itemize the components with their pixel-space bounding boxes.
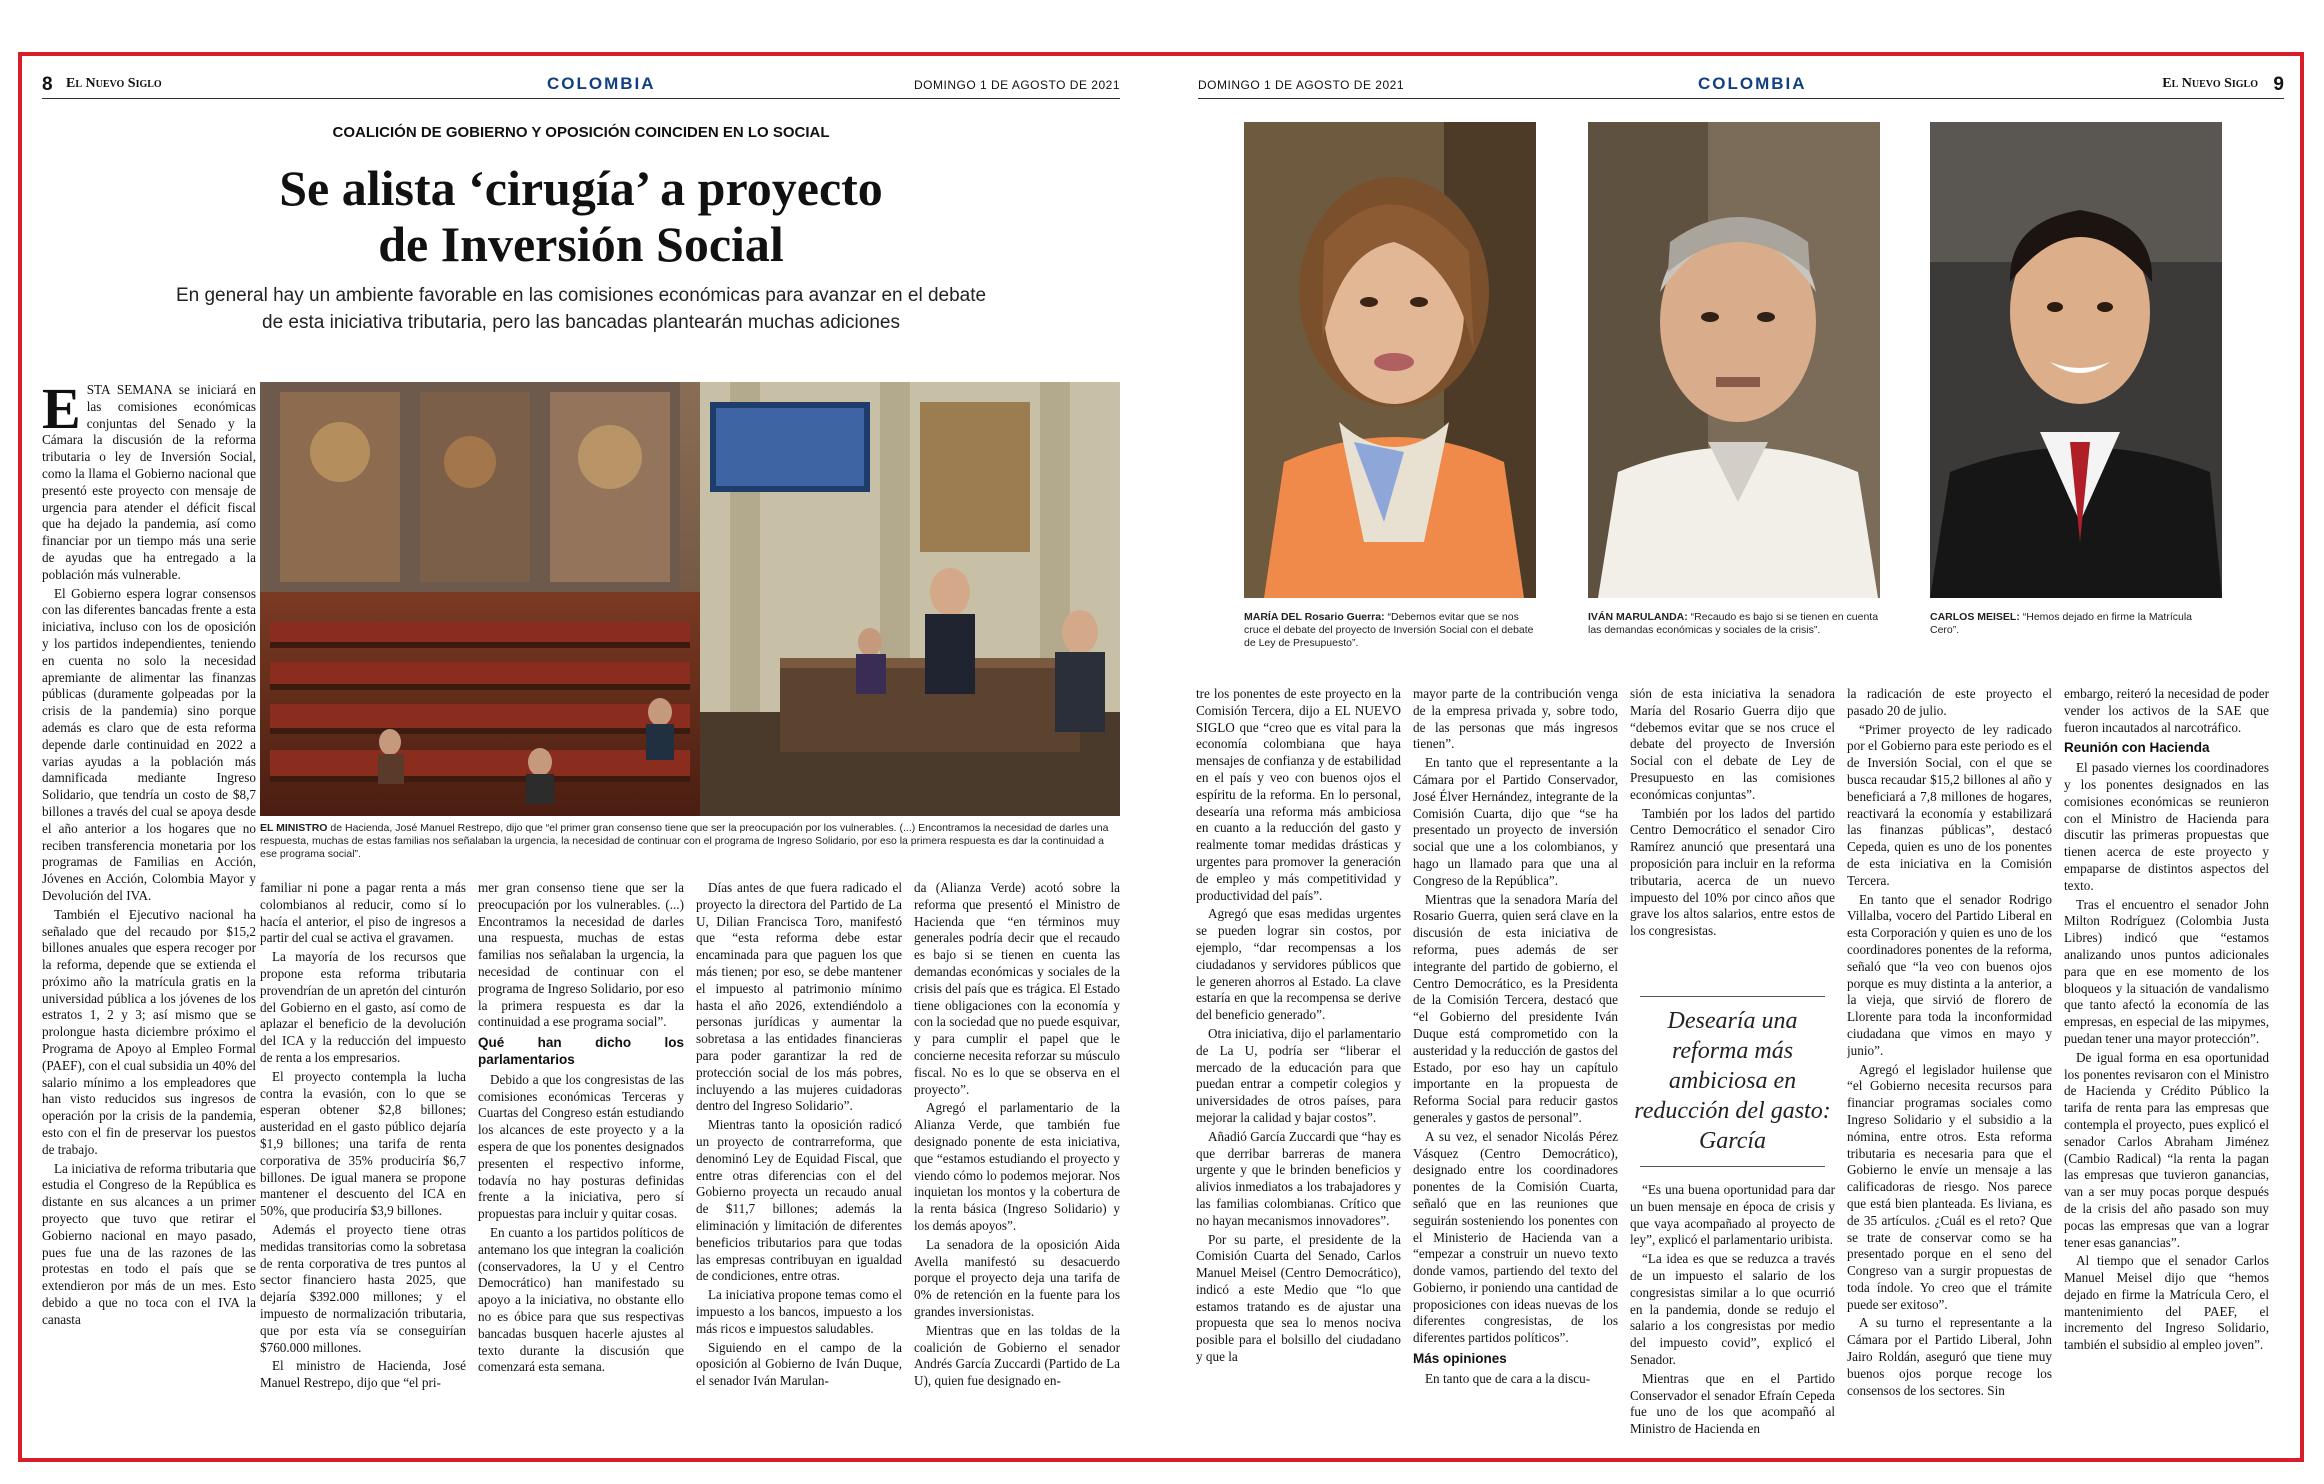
paragraph: Añadió García Zuccardi que “hay es que derribar barreras de manera urgente y que le brinden beneficios y alivios inmediatos a los trabajadores y las familias colombianas. Crítico que no hayan mecanismos innovadores”. <box>1196 1128 1401 1228</box>
paragraph: sión de esta iniciativa la senadora María del Rosario Guerra dijo que “debemos evitar que se nos cruce el debate del proyecto de Inversión Social con el debate de Ley de Presupuesto en las comisiones económicas conjuntas”. <box>1630 686 1835 802</box>
caption-name: MARÍA DEL Rosario Guerra: <box>1244 611 1385 623</box>
paragraph: En tanto que el representante a la Cámara por el Partido Conservador, José Élver Hernández, integrante de la Comisión Cuarta, dijo que “se ha presentado un proyecto de inversión social que une a los colombianos, y hago un llamado para que una al Congreso de la República”. <box>1413 755 1618 888</box>
issue-date: DOMINGO 1 DE AGOSTO DE 2021 <box>913 78 1120 92</box>
deck-line: de esta iniciativa tributaria, pero las bancadas plantearán muchas adiciones <box>262 312 900 333</box>
caption-quote: “Recaudo es bajo si se tienen en cuenta las demandas económicas y sociales de la crisis”. <box>1588 611 1879 636</box>
headline-line: de Inversión Social <box>378 216 784 272</box>
portrait-caption-meisel <box>1930 611 2222 637</box>
paragraph: Mientras que la senadora María del Rosario Guerra, quien será clave en la discusión de esta iniciativa de reforma, pues además de ser integrante del partido de gobierno, el Centro Democrático, es la Presidenta de la Comisión Tercera, destacó que “el Gobierno del presidente Iván Duque está comprometido con la austeridad y la reducción de gastos del Estado, por eso hay un capítulo importante en la propuesta de Reforma Social para reducir gastos generales y gastos de personal”. <box>1413 891 1618 1125</box>
paragraph: mer gran consenso tiene que ser la preocupación por los vulnerables. (...) Encontramos la necesidad de darles una respuesta, muchas de estas familias nos señalaban la urgencia, la necesidad de continuar con el programa de Ingreso Solidario, por eso la primera respuesta es dar la continuidad a ese programa social”. <box>478 880 684 1030</box>
paragraph: El pasado viernes los coordinadores y los ponentes designados en las comisiones económicas se reunieron con el Ministro de Hacienda para discutir las primeras propuestas que tienen acerca de este proyecto y empaparse de distintos aspectos del texto. <box>2064 760 2269 893</box>
paragraph: Debido a que los congresistas de las comisiones económicas Terceras y Cuartas del Congreso están estudiando los alcances de este proyecto y a la espera de que los ponentes designados presenten el respectivo informe, todavía no hay posturas definidas frente a la iniciativa, pero sí propuestas para incluir y quitar cosas. <box>478 1071 684 1222</box>
portrait-caption-guerra <box>1244 611 1536 650</box>
paragraph: Además el proyecto tiene otras medidas transitorias como la sobretasa de renta corporativa de tres puntos al sector financiero hasta 2025, que dejaría $392.000 millones; y el impuesto de normalización tributaria, que por esta vía se conseguirían $760.000 millones. <box>260 1221 466 1355</box>
paragraph: El Gobierno espera lograr consensos con las diferentes bancadas frente a esta iniciativa, incluso con los de oposición y los partidos independientes, teniendo en cuenta no solo la necesidad apremiante de alimentar las finanzas públicas (duramente golpeadas por la crisis de la pandemia) sino porque además es claro que de esta reforma depende darle continuidad en 2022 a varias ayudas a la población más damnificada mediante Ingreso Solidario, que tendría un costo de $8,7 billones a través del cual se apoya desde el año anterior a los hogares que no reciben transferencia monetaria por los programas de Familias en Acción, Jóvenes en Acción, Colombia Mayor y Devolución del IVA. <box>42 585 256 903</box>
paragraph: Agregó el legislador huilense que “el Gobierno necesita recursos para financiar programas sociales como Ingreso Solidario y el subsidio a la nómina, entre otros. Esta reforma tributaria es necesaria para que el Gobierno le envíe un mensaje a las calificadoras de riesgo. Nos parece que está bien planteada. Es liviana, es de 35 artículos. ¿Cuál es el reto? Que se trate de conservar como se ha presentado porque en el seno del Congreso van a surgir propuestas de toda índole. Yo creo que el trámite puede ser exitoso”. <box>1847 1061 2052 1312</box>
article-column-1 <box>42 382 256 1454</box>
subheading: Más opiniones <box>1413 1351 1507 1367</box>
paragraph: Otra iniciativa, dijo el parlamentario de La U, podría ser “liberar el mercado de la educación para que puedan entrar a competir colegios y universidades de otros países, para mejorar la calidad y bajar costos”. <box>1196 1025 1401 1125</box>
pullquote: Desearía una reforma más ambiciosa en reducción del gasto: García <box>1634 1008 1831 1154</box>
portrait-illustration <box>1930 122 2222 598</box>
section-name: COLOMBIA <box>547 74 656 93</box>
drop-cap: E <box>42 382 81 441</box>
paragraph: STA SEMANA se iniciará en las comisiones económicas conjuntas del Senado y la Cámara la discusión de la reforma tributaria o ley de Inversión Social, como la llama el Gobierno nacional que presentó este proyecto con mensaje de urgencia para atender el déficit fiscal que ha dejado la pandemia, así como financiar por un tiempo más una serie de ayudas que ha entregado a la población más vulnerable. <box>42 382 256 582</box>
paragraph: También el Ejecutivo nacional ha señalado que del recaudo por $15,2 billones anuales que espera recoger por la reforma, depende que se extienda el próximo año la matrícula gratis en la universidad pública a los jóvenes de los estratos 1, 2 y 3; así mismo que se prolongue hasta diciembre próximo el Programa de Apoyo al Empleo Formal (PAEF), con el cual subsidia un 40% del salario mínimo a los empleadores que han visto reducidos sus ingresos de operación por la crisis de la pandemia, esto con el fin de preservar los puestos de trabajo. <box>42 906 256 1157</box>
paragraph: El ministro de Hacienda, José Manuel Restrepo, dijo que “el pri- <box>260 1358 466 1391</box>
paragraph: “La idea es que se reduzca a través de un impuesto el salario de los congresistas similar a lo que ocurrió en la pandemia, donde se redujo el salario a los congresistas por medio del impuesto covid”, explicó el Senador. <box>1630 1251 1835 1367</box>
article-column-8-bottom <box>1630 1182 1835 1454</box>
paragraph: La iniciativa propone temas como el impuesto a los bancos, impuesto a los más ricos e impuestos saludables. <box>696 1287 902 1336</box>
caption-quote: “Debemos evitar que se nos cruce el debate del proyecto de Inversión Social con el debate de Ley de Presupuesto”. <box>1244 611 1534 649</box>
publication-name: El Nuevo Siglo <box>66 76 162 91</box>
article-column-10 <box>2064 686 2269 1454</box>
paragraph: “Primer proyecto de ley radicado por el Gobierno para este periodo es el de Inversión Social, con el que se busca recaudar $15,2 billones al año y beneficiará a 7,8 millones de hogares, reactivará la economía y estabilizará las finanzas públicas”, destacó Cepeda, quien es uno de los ponentes de esta iniciativa en la Comisión Tercera. <box>1847 721 2052 888</box>
headline <box>22 160 1140 272</box>
caption-lead: EL MINISTRO <box>260 822 328 834</box>
paragraph: Al tiempo que el senador Carlos Manuel Meisel dijo que “hemos dejado en firme la Matrícula Cero, el mantenimiento del PAEF, el incremento del Ingreso Solidario, también el subsidio al empleo joven”. <box>2064 1253 2269 1353</box>
paragraph: Mientras que en el Partido Conservador el senador Efraín Cepeda fue uno de los que acompañó al Ministro de Hacienda en <box>1630 1370 1835 1437</box>
caption-quote: “Hemos dejado en firme la Matrícula Cero”. <box>1930 611 2193 636</box>
paragraph: En tanto que de cara a la discu- <box>1425 1370 1591 1386</box>
article-column-7 <box>1413 686 1618 1454</box>
paragraph: “Es una buena oportunidad para dar un buen mensaje en época de crisis y que vaya acompañado al proyecto de ley”, explicó el parlamentario uribista. <box>1630 1182 1835 1248</box>
paragraph: Días antes de que fuera radicado el proyecto la directora del Partido de La U, Dilian Francisca Toro, manifestó que “esta reforma debe estar encaminada para que paguen los que más tienen; por eso, se debe mantener el impuesto al patrimonio mínimo hasta el año 2026, extendiéndolo a personas jurídicas y aumentar la sobretasa a las entidades financieras para poder garantizar la red de protección social de los más pobres, incluyendo a las mujeres cuidadoras dentro del Ingreso Solidario”. <box>696 880 902 1114</box>
page-9 <box>1178 56 2304 1462</box>
subheading: Reunión con Hacienda <box>2064 740 2210 756</box>
portrait-maria-del-rosario-guerra <box>1244 122 1536 598</box>
publication-name: El Nuevo Siglo <box>2162 76 2258 91</box>
kicker: COALICIÓN DE GOBIERNO Y OPOSICIÓN COINCIDEN EN LO SOCIAL <box>332 124 830 141</box>
headline-line: Se alista ‘cirugía’ a proyecto <box>279 160 883 216</box>
portrait-caption-marulanda <box>1588 611 1880 637</box>
article-column-3 <box>478 880 684 1454</box>
paragraph: La senadora de la oposición Aida Avella manifestó su desacuerdo porque el proyecto deja una tarifa de 0% de retención en la fuente para los grandes inversionistas. <box>914 1236 1120 1319</box>
deck-line: En general hay un ambiente favorable en las comisiones económicas para avanzar en el debate <box>175 285 987 306</box>
page-header <box>42 76 1120 99</box>
paragraph: embargo, reiteró la necesidad de poder vender los activos de la SAE que fueron incautados al narcotráfico. <box>2064 686 2269 735</box>
paragraph: Mientras tanto la oposición radicó un proyecto de contrarreforma, que denominó Ley de Equidad Fiscal, que entre otras diferencias con el del Gobierno proyecta un recaudo anual de $11,7 billones; además la eliminación y limitación de diferentes beneficios tributarios para que todas las empresas contribuyan en igualdad de condiciones, entre otras. <box>696 1117 902 1284</box>
paragraph: Siguiendo en el campo de la oposición al Gobierno de Iván Duque, el senador Iván Marulan- <box>696 1339 902 1389</box>
paragraph: Tras el encuentro el senador John Milton Rodríguez (Colombia Justa Libres) indicó que “estamos analizando unos puntos adicionales para que en ese momento de los bloqueos y la situación de vandalismo que tanto afectó la economía de las empresas, en especial de las mipymes, puedan tener una mayor protección”. <box>2064 896 2269 1046</box>
photo-caption <box>260 822 1120 861</box>
portrait-illustration <box>1588 122 1880 598</box>
article-column-6 <box>1196 686 1401 1454</box>
paragraph: De igual forma en esa oportunidad los ponentes revisaron con el Ministro de Hacienda y Crédito Público la tarifa de renta para las empresas que contempla el proyecto, pues explicó el senador Carlos Abraham Jiménez (Cambio Radical) “la renta la pagan las empresas que tuvieron ganancias, van a ser muy pocas porque después de la crisis del año pasado son muy pocas las empresas que van a lograr tener esas ganancias”. <box>2064 1049 2269 1250</box>
paragraph: La iniciativa de reforma tributaria que estudia el Congreso de la República es distante en sus alcances a un primer proyecto que tuvo que retirar el Gobierno nacional en mayo pasado, pues fue una de las razones de las protestas en todo el país que se extendieron por más de un mes. Esto debido a que no toca con el IVA la canasta <box>42 1160 256 1327</box>
article-column-2 <box>260 880 466 1454</box>
paragraph: A su vez, el senador Nicolás Pérez Vásquez (Centro Democrático), designado entre los coordinadores ponentes de la Comisión Cuarta, señaló que en las reuniones que seguirán sosteniendo los ponentes con el Ministerio de Hacienda van a “empezar a construir un nuevo texto donde vamos, partiendo del texto del Gobierno, ir poniendo una cantidad de proposiciones con ideas nuevas de los diferentes congresistas, de los diferentes partidos políticos”. <box>1413 1128 1618 1346</box>
portrait-ivan-marulanda <box>1588 122 1880 598</box>
congress-session-photo <box>260 382 1120 816</box>
page-number: 9 <box>2273 74 2284 95</box>
paragraph: mayor parte de la contribución venga de la empresa privada y, sobre todo, de las personas que más ingresos tienen”. <box>1413 686 1618 752</box>
portrait-illustration <box>1244 122 1536 598</box>
paragraph: En cuanto a los partidos políticos de antemano los que integran la coalición (conservadores, la U y el Centro Democrático) han manifestado su apoyo a la iniciativa, no obstante ello no es óbice para que sus respectivas bancadas busquen hacerle ajustes al texto durante la discusión que comenzará esta semana. <box>478 1224 684 1375</box>
paragraph: familiar ni pone a pagar renta a más colombianos al reducir, como sí lo hacía el anterior, el piso de ingresos a partir del cual se activa el gravamen. <box>260 880 466 946</box>
paragraph: Por su parte, el presidente de la Comisión Cuarta del Senado, Carlos Manuel Meisel (Centro Democrático), indicó a este Medio que “lo que estamos tratando es de ajustar una propuesta que sea lo menos nociva posible para el bolsillo del ciudadano y que la <box>1196 1231 1401 1365</box>
photo-illustration <box>260 382 1120 816</box>
subheading: Qué han dicho los parlamentarios <box>478 1035 684 1067</box>
paragraph: tre los ponentes de este proyecto en la Comisión Tercera, dijo a EL NUEVO SIGLO que “creo que es vital para la economía colombiana que haya mensajes de confianza y de estabilidad en el país y veo con buenos ojos el espíritu de la reforma. En lo personal, desearía una reforma más ambiciosa en cuanto a la reducción del gasto y realmente tomar medidas drásticas y urgentes para promover la generación de empleo y más competitividad y productividad del país”. <box>1196 686 1401 903</box>
paragraph: También por los lados del partido Centro Democrático el senador Ciro Ramírez anunció que presentará una proposición para incluir en la reforma tributaria, acerca de un nuevo impuesto del 10% por cinco años que grave los altos salarios, entre estos de los congresistas. <box>1630 805 1835 939</box>
paragraph: El proyecto contempla la lucha contra la evasión, con lo que se esperan obtener $2,8 billones; austeridad en el gasto público dejaría $1,9 billones; una tarifa de renta corporativa de 35% produciría $6,7 billones. De igual manera se propone mantener el descuento del ICA en 50%, que produciría $3,9 billones. <box>260 1068 466 1219</box>
article-column-9 <box>1847 686 2052 1454</box>
page-header <box>1198 76 2284 99</box>
portrait-carlos-meisel <box>1930 122 2222 598</box>
page-number: 8 <box>42 74 53 95</box>
paragraph: la radicación de este proyecto el pasado 20 de julio. <box>1847 686 2052 718</box>
paragraph: En tanto que el senador Rodrigo Villalba, vocero del Partido Liberal en esta Corporación y quien es uno de los coordinadores ponentes de la reforma, señaló que “la veo con buenos ojos porque es muy distinta a la anterior, a la vieja, que sirvió de florero de Llorente para toda la inconformidad ciudadana que vimos en mayo y junio”. <box>1847 891 2052 1058</box>
paragraph: La mayoría de los recursos que propone esta reforma tributaria provendrían de un apretón del cinturón del Gobierno en el gasto, así como de aplazar el beneficio de la devolución del ICA y la reducción del impuesto de renta a los empresarios. <box>260 949 466 1065</box>
caption-text: de Hacienda, José Manuel Restrepo, dijo que “el primer gran consenso tiene que ser la preocupación por los vulnerables. (...) Encontramos la necesidad de darles una respuesta, muchas de estas familias nos señalaban la urgencia, la necesidad de continuar con el programa de Ingreso Solidario, por eso la primera respuesta es dar la continuidad a ese programa social”. <box>260 822 1109 860</box>
paragraph: Agregó que esas medidas urgentes se pueden lograr sin costos, por ejemplo, “dar recompensas a los ciudadanos y servidores públicos que le generen ahorros al Estado. La clave estaría en que la recompensa se derive del beneficio generado”. <box>1196 906 1401 1023</box>
paragraph: Agregó el parlamentario de la Alianza Verde, que también fue designado ponente de esta iniciativa, que “estamos estudiando el proyecto y viendo cómo lo podemos mejorar. Nos inquietan los montos y la cobertura de la renta básica (Ingreso Solidario) y los demás apoyos”. <box>914 1100 1120 1233</box>
article-column-5 <box>914 880 1120 1454</box>
paragraph: Mientras que en las toldas de la coalición de Gobierno el senador Andrés García Zuccardi (Partido de La U), quien fue designado en- <box>914 1322 1120 1389</box>
caption-name: CARLOS MEISEL: <box>1930 611 2020 623</box>
paragraph: da (Alianza Verde) acotó sobre la reforma que presentó el Ministro de Hacienda que “en términos muy generales podría decir que el recaudo es bajo si se tienen en cuenta las demandas económicas y sociales de la crisis del país que es trágica. El Estado tiene obligaciones con la economía y con la sociedad que no puede esquivar, y para cumplir el papel que le concierne necesita reforzar su músculo fiscal. No es lo que se observa en el proyecto”. <box>914 880 1120 1097</box>
page-8 <box>22 56 1140 1462</box>
article-column-8-top <box>1630 686 1835 986</box>
pullquote-rule <box>1640 1166 1825 1167</box>
section-name: COLOMBIA <box>1698 74 1807 93</box>
deck <box>112 282 1050 336</box>
caption-name: IVÁN MARULANDA: <box>1588 611 1688 623</box>
pullquote-rule <box>1640 996 1825 997</box>
issue-date: DOMINGO 1 DE AGOSTO DE 2021 <box>1198 78 1405 92</box>
article-column-4 <box>696 880 902 1454</box>
paragraph: A su turno el representante a la Cámara por el Partido Liberal, John Jairo Roldán, aseguró que tiene muy buenos ojos porque recoge los consensos de los sectores. Sin <box>1847 1315 2052 1398</box>
